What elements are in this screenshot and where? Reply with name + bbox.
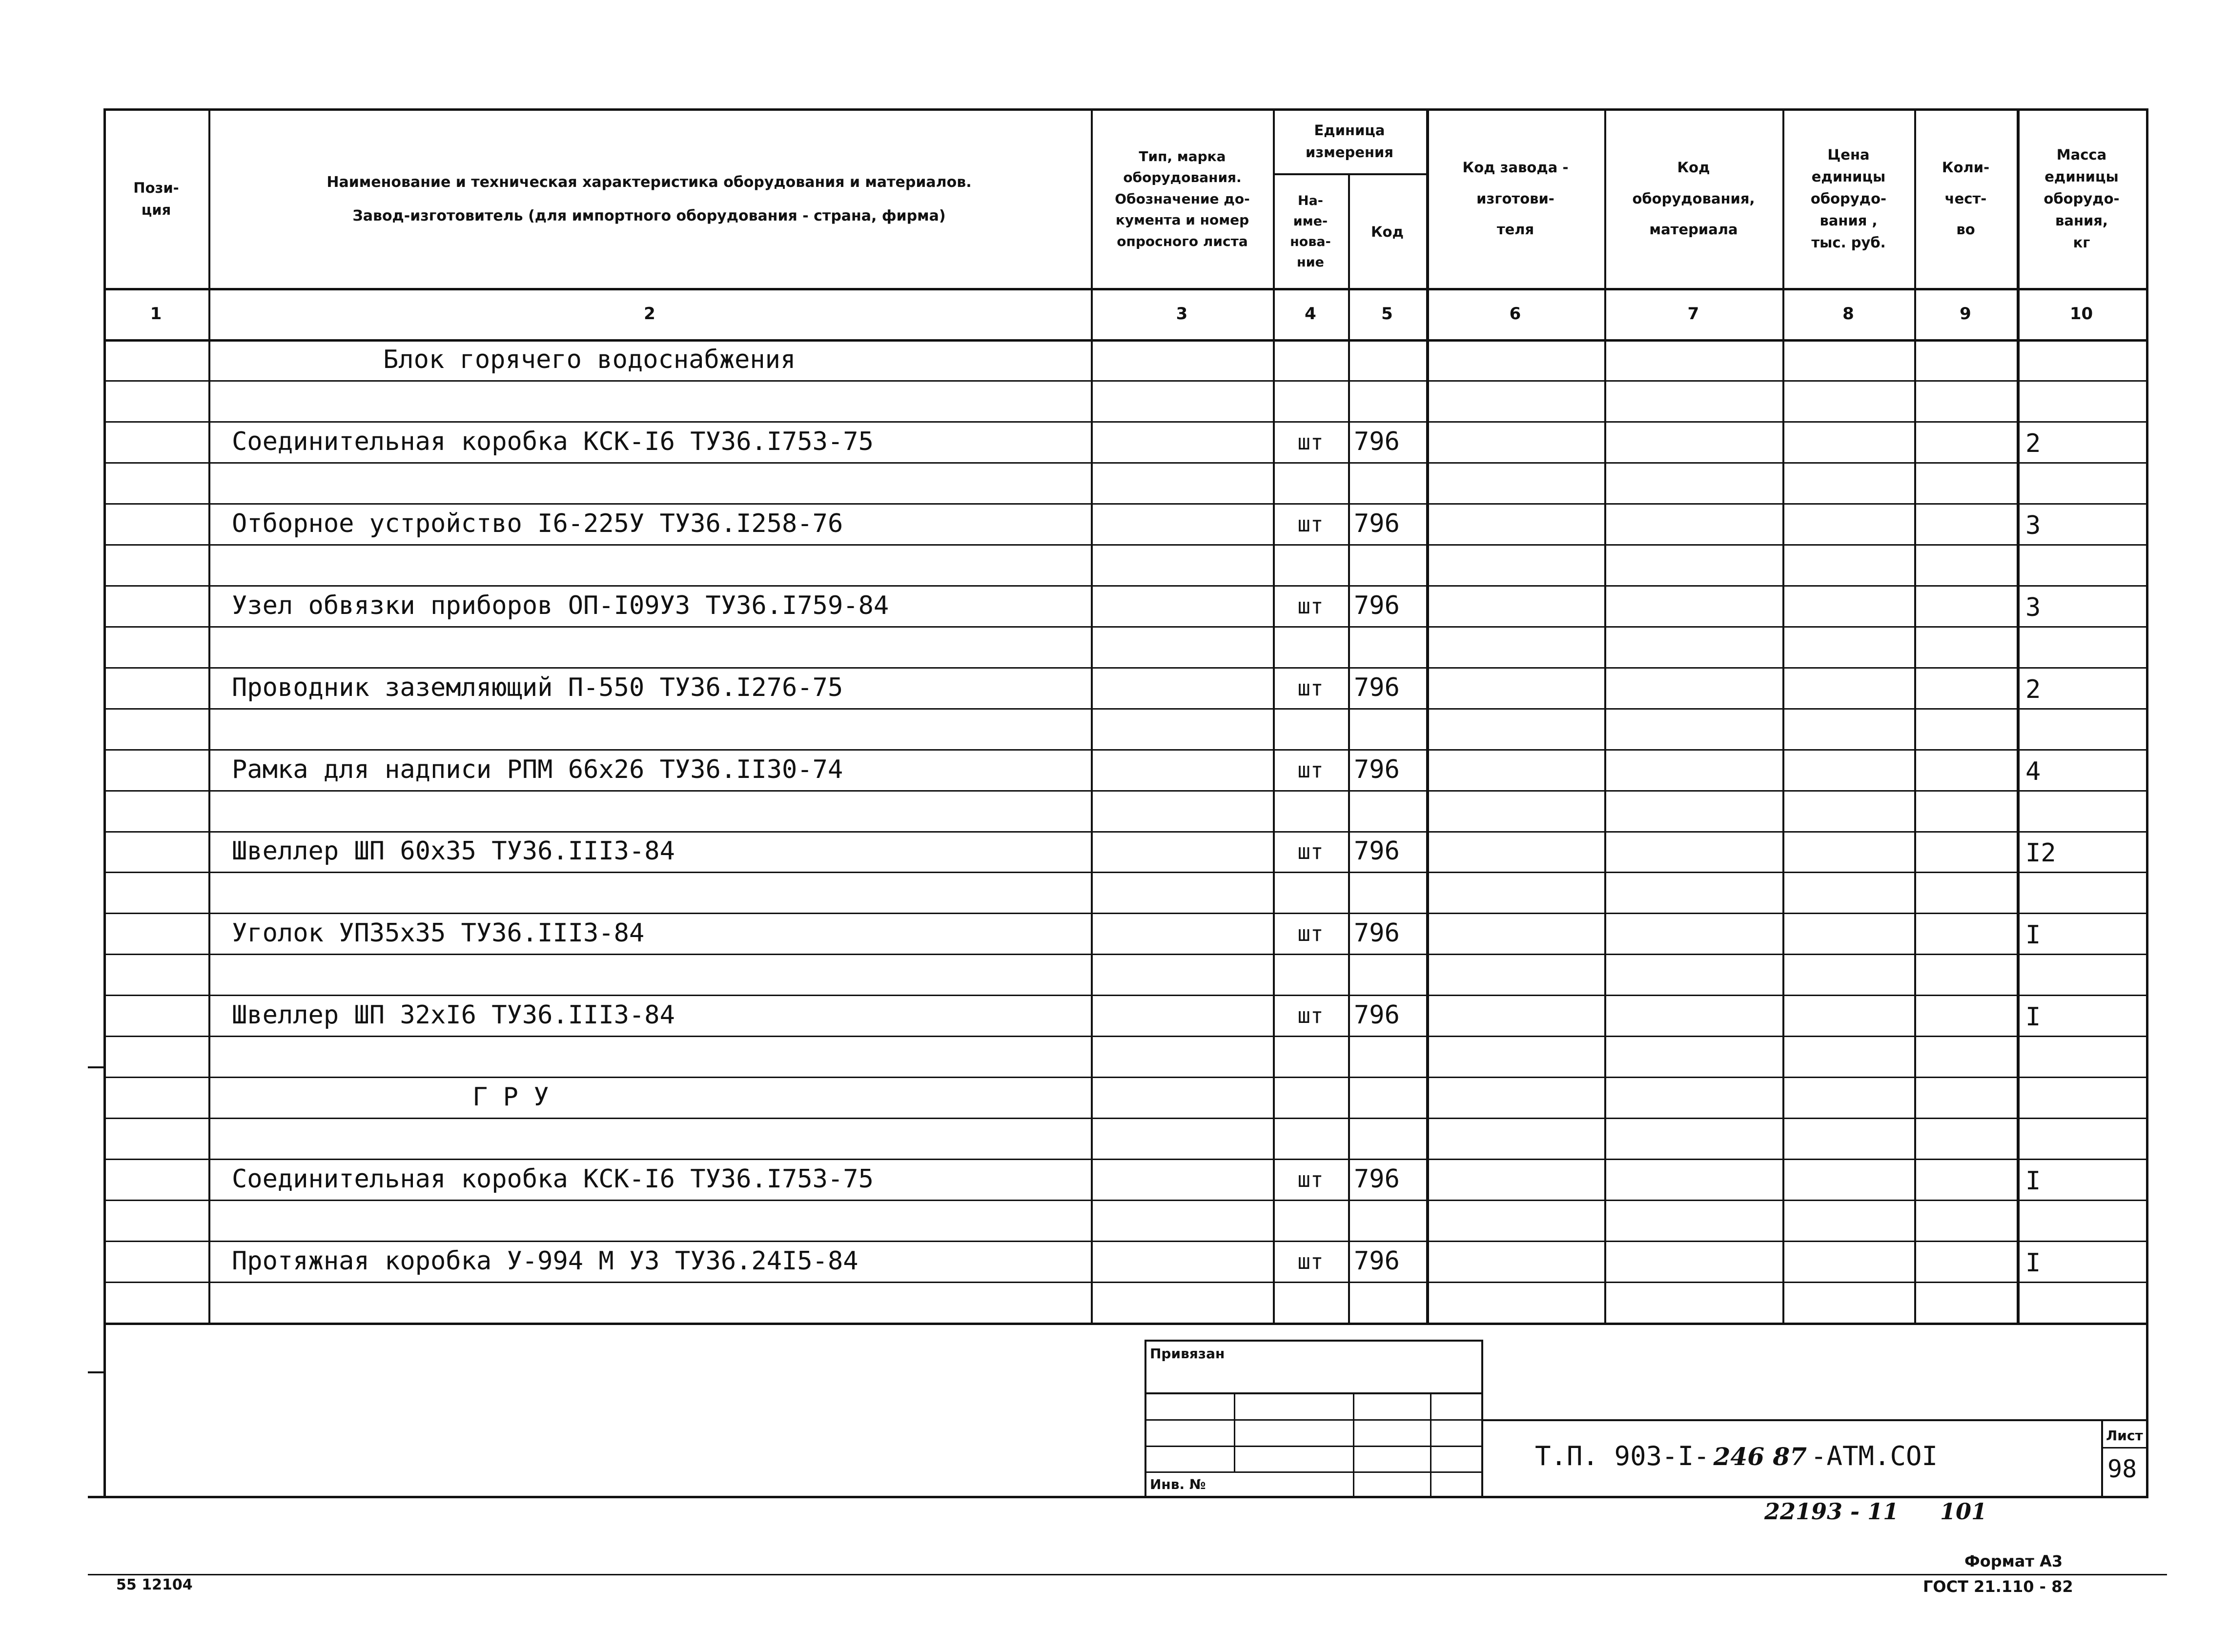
row-unit-name: шт	[1297, 430, 1324, 455]
sheet-number: 98	[2107, 1455, 2137, 1483]
stamp-line	[1145, 1340, 1481, 1342]
column-number: 10	[2069, 304, 2093, 324]
column-number: 5	[1381, 304, 1393, 324]
row-unit-code: 796	[1354, 836, 1400, 866]
table-body-bottom-line	[103, 1323, 2146, 1325]
row-quantity: I	[2025, 1248, 2041, 1278]
document-designation	[1535, 1442, 1938, 1471]
row-quantity: I	[2025, 920, 2041, 950]
row-unit-name: шт	[1297, 839, 1324, 864]
row-line	[103, 462, 2146, 464]
row-item-name: Соединительная коробка КСК-I6 ТУ36.I753-75	[232, 1164, 874, 1194]
row-quantity: I	[2025, 1166, 2041, 1196]
column-line	[1348, 173, 1350, 1323]
stamp-line	[1430, 1392, 1431, 1497]
row-item-name: Уголок УП35х35 ТУ36.III3-84	[232, 918, 645, 948]
format-label: Формат А3	[1964, 1552, 2063, 1570]
row-unit-name: шт	[1297, 1249, 1324, 1274]
row-unit-name: шт	[1297, 1003, 1324, 1028]
column-number: 3	[1176, 304, 1188, 324]
left-archive-code: 55 12104	[116, 1576, 193, 1593]
row-item-name: Протяжная коробка У-994 М УЗ ТУ36.24I5-84	[232, 1246, 858, 1276]
row-line	[103, 913, 2146, 914]
number-row-bottom-line	[103, 339, 2146, 342]
row-line	[103, 503, 2146, 505]
row-line	[103, 626, 2146, 628]
row-quantity: 2	[2025, 429, 2041, 458]
row-line	[103, 1282, 2146, 1283]
frame-bottom	[88, 1496, 2146, 1498]
row-unit-code: 796	[1354, 673, 1400, 702]
header-name: Наименование и техническая характеристика оборудования и материалов. Завод-изготовитель (для импортного оборудования - страна, фирма)	[327, 173, 972, 224]
row-line	[103, 1036, 2146, 1037]
column-line	[1604, 108, 1606, 1323]
row-line	[103, 380, 2146, 382]
row-line	[103, 667, 2146, 669]
header-unit-name: На- име- нова- ние	[1290, 193, 1331, 270]
row-unit-code: 796	[1354, 509, 1400, 538]
row-unit-code: 796	[1354, 918, 1400, 948]
handwritten-archive-code: 22193 - 11	[1764, 1498, 1899, 1525]
stamp-inventory-label: Инв. №	[1150, 1476, 1206, 1492]
row-item-name: Рамка для надписи РПМ 66х26 ТУ36.II30-74	[232, 755, 843, 784]
row-unit-name: шт	[1297, 512, 1324, 537]
column-number: 6	[1509, 304, 1521, 324]
row-line	[103, 421, 2146, 423]
column-line	[1426, 108, 1429, 1323]
document-suffix: -АТМ.СОI	[1810, 1441, 1938, 1471]
column-number: 4	[1305, 304, 1316, 324]
frame-top	[103, 108, 2146, 111]
document-handwritten-number: 246 87	[1713, 1442, 1807, 1471]
header-type: Тип, марка оборудования. Обозначение до- кумента и номер опросного листа	[1115, 148, 1250, 249]
column-line	[1914, 108, 1916, 1323]
title-block-line	[1481, 1419, 2146, 1421]
column-line	[1273, 108, 1275, 1323]
column-number: 8	[1842, 304, 1854, 324]
header-bottom-line	[103, 288, 2146, 290]
column-number: 7	[1687, 304, 1699, 324]
row-unit-name: шт	[1297, 921, 1324, 946]
sheet-box-line	[2101, 1447, 2146, 1448]
row-item-name: Швеллер ШП 32хI6 ТУ36.III3-84	[232, 1000, 675, 1030]
header-unit-group: Единица измерения	[1306, 122, 1393, 161]
header-price: Цена единицы оборудо- вания , тыс. руб.	[1810, 146, 1887, 251]
column-line	[1091, 108, 1093, 1323]
frame-right	[2146, 108, 2148, 1498]
row-line	[103, 995, 2146, 996]
row-unit-name: шт	[1297, 676, 1324, 701]
margin-tick	[88, 1371, 103, 1373]
document-prefix: Т.П. 903-I-	[1535, 1441, 1710, 1471]
row-line	[103, 1159, 2146, 1160]
header-position: Пози- ция	[133, 179, 179, 218]
row-line	[103, 1118, 2146, 1119]
handwritten-page-number: 101	[1940, 1498, 1987, 1525]
row-quantity: 3	[2025, 511, 2041, 540]
row-line	[103, 1077, 2146, 1078]
row-item-name: Соединительная коробка КСК-I6 ТУ36.I753-75	[232, 427, 874, 456]
stamp-linked-label: Привязан	[1150, 1346, 1225, 1362]
margin-tick	[88, 1066, 103, 1068]
row-quantity: 3	[2025, 593, 2041, 622]
row-line	[103, 831, 2146, 833]
row-item-name: Проводник заземляющий П-550 ТУ36.I276-75	[232, 673, 843, 702]
row-quantity: 4	[2025, 757, 2041, 786]
header-quantity: Коли- чест- во	[1942, 159, 1990, 238]
frame-left	[103, 108, 106, 1498]
row-line	[103, 954, 2146, 955]
sheet-box-line	[2101, 1419, 2103, 1497]
row-quantity: I	[2025, 1002, 2041, 1032]
column-number: 2	[644, 304, 655, 324]
footer-rule	[88, 1574, 2167, 1575]
stamp-line	[1145, 1340, 1146, 1497]
header-unit-code: Код	[1370, 223, 1404, 240]
column-number: 9	[1960, 304, 1971, 324]
row-quantity: 2	[2025, 675, 2041, 704]
row-item-name: Узел обвязки приборов ОП-I09УЗ ТУ36.I759-84	[232, 591, 889, 620]
row-line	[103, 872, 2146, 873]
row-line	[103, 1241, 2146, 1242]
row-line	[103, 749, 2146, 751]
row-line	[103, 790, 2146, 792]
row-unit-code: 796	[1354, 427, 1400, 456]
row-unit-code: 796	[1354, 1164, 1400, 1194]
row-unit-name: шт	[1297, 1167, 1324, 1192]
header-equipment-code: Код оборудования, материала	[1632, 159, 1755, 238]
sheet-label: Лист	[2106, 1428, 2143, 1444]
stamp-line	[1234, 1392, 1235, 1471]
row-quantity: I2	[2025, 838, 2056, 868]
column-line	[208, 108, 210, 1323]
row-line	[103, 544, 2146, 546]
row-unit-code: 796	[1354, 591, 1400, 620]
column-number: 1	[150, 304, 162, 324]
row-item-name: Блок горячего водоснабжения	[383, 345, 796, 374]
row-unit-name: шт	[1297, 758, 1324, 783]
row-unit-code: 796	[1354, 755, 1400, 784]
header-mass: Масса единицы оборудо- вания, кг	[2044, 146, 2120, 251]
stamp-line	[1481, 1340, 1483, 1497]
unit-group-line	[1273, 173, 1426, 175]
row-unit-name: шт	[1297, 594, 1324, 619]
row-item-name: Г Р У	[472, 1082, 549, 1112]
stamp-line	[1353, 1392, 1354, 1497]
column-line	[1782, 108, 1784, 1323]
row-unit-code: 796	[1354, 1246, 1400, 1276]
row-line	[103, 708, 2146, 710]
row-item-name: Отборное устройство I6-225У ТУ36.I258-76	[232, 509, 843, 538]
gost-label: ГОСТ 21.110 - 82	[1923, 1577, 2073, 1596]
row-item-name: Швеллер ШП 60х35 ТУ36.III3-84	[232, 836, 675, 866]
row-line	[103, 585, 2146, 587]
header-manufacturer-code: Код завода - изготови- теля	[1462, 159, 1569, 238]
column-line	[2017, 108, 2020, 1323]
row-unit-code: 796	[1354, 1000, 1400, 1030]
row-line	[103, 1200, 2146, 1201]
